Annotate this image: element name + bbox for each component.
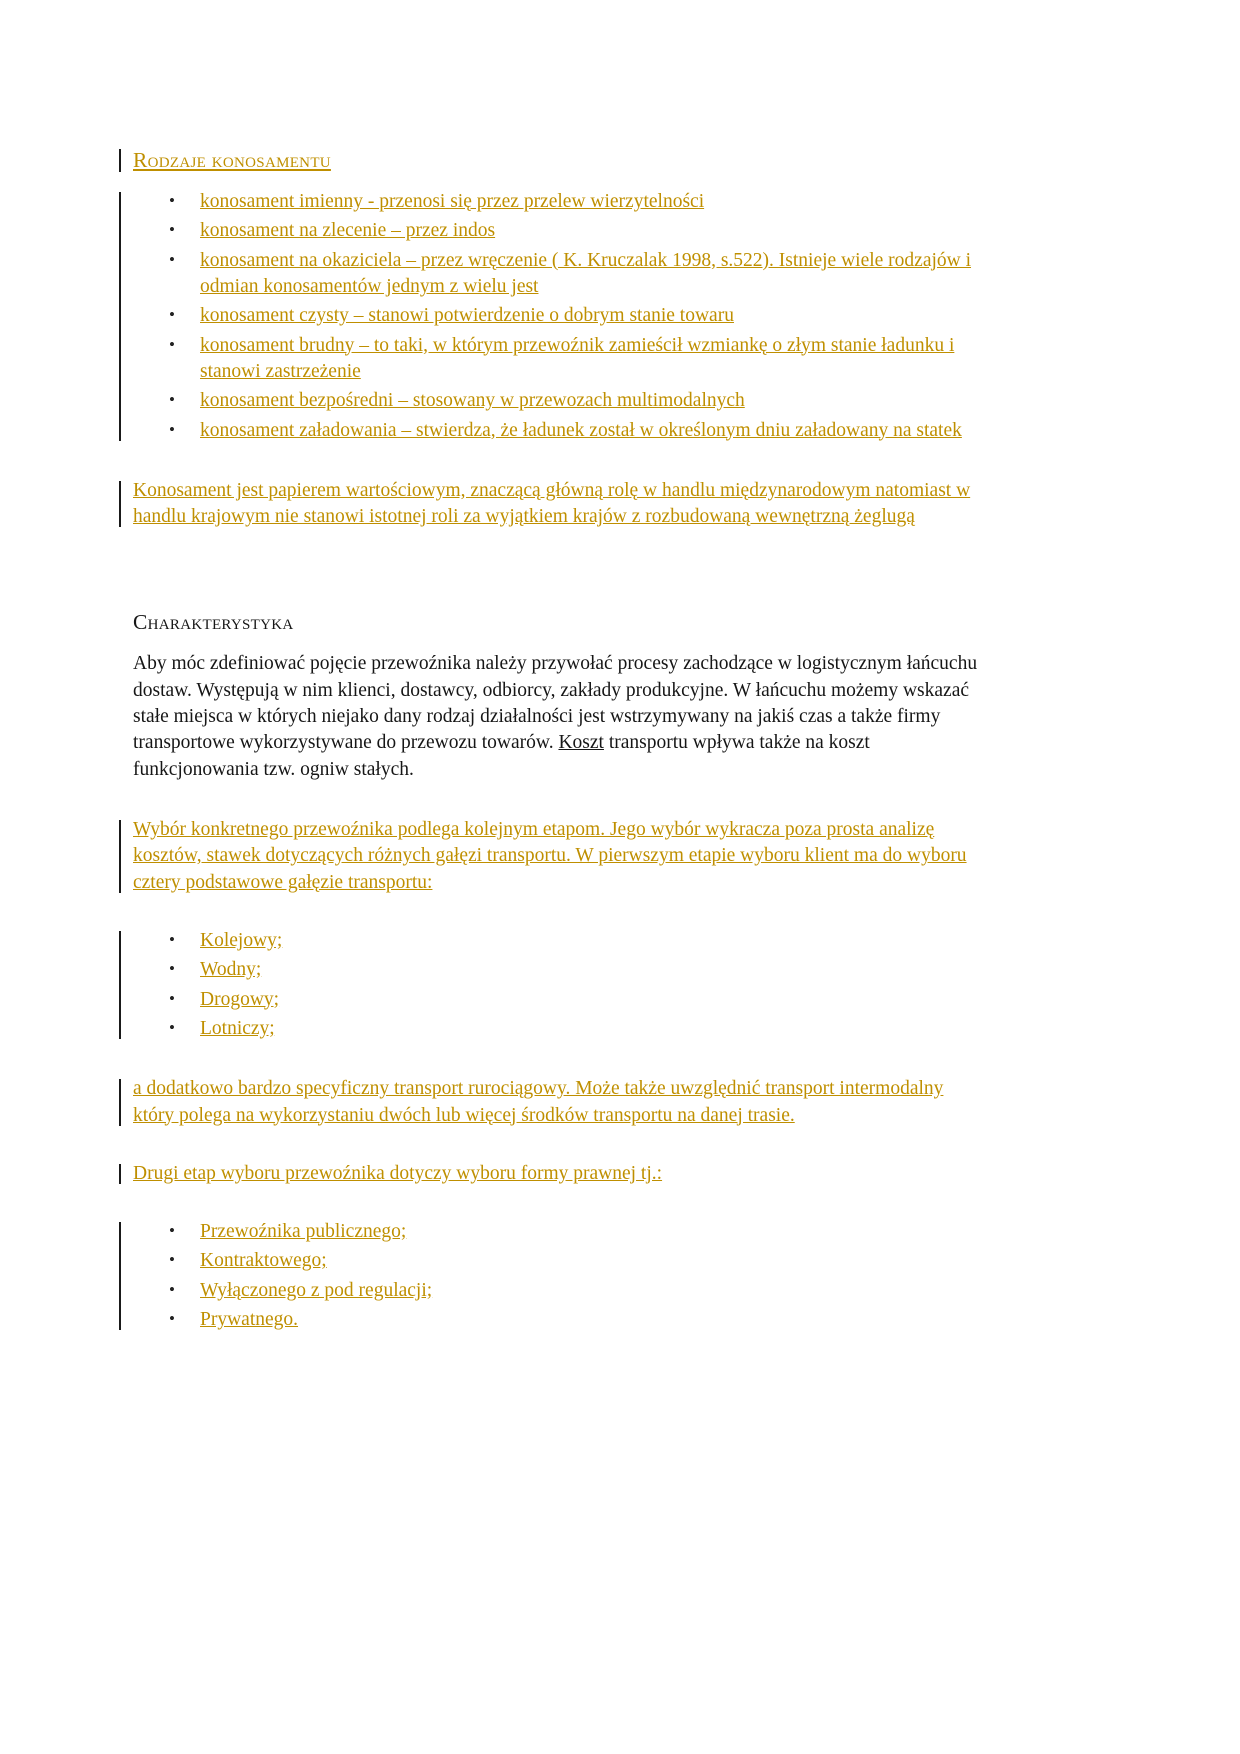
bullet-icon: • [169,305,175,325]
list-item-text: konosament imienny - przenosi się przez przelew wierzytelności [200,191,705,213]
list-item [169,1248,978,1274]
list-item-text: Wodny; [200,959,262,981]
list-item-text: konosament bezpośredni – stosowany w przewozach multimodalnych [200,390,745,412]
list-item [169,1016,978,1042]
bullet-icon: • [169,1017,175,1037]
list-item-text: Wyłączonego z pod regulacji; [200,1279,433,1301]
bullet-icon: • [169,249,175,269]
bullet-icon: • [169,929,175,949]
list-item [169,928,978,954]
list-item-text: konosament na okaziciela – przez wręczenie ( K. Kruczalak 1998, s.522). Istnieje wiele rodzajów i odmian konosamentów jednym z wielu jest [200,249,972,297]
list-item [169,987,978,1013]
list-item [169,388,978,414]
konosament-types-list [133,189,978,444]
bullet-icon: • [169,988,175,1008]
list-item [169,303,978,329]
bullet-icon: • [169,1279,175,1299]
document-page [133,0,978,1333]
list-item [169,957,978,983]
list-item [169,248,978,301]
intro-underlined-word: Koszt [558,732,604,754]
section-heading-charakterystyka: Charakterystyka [133,610,294,635]
transport-modes-list [133,928,978,1042]
bullet-icon: • [169,220,175,240]
list-item-text: Lotniczy; [200,1017,275,1039]
changed-block-heading-rodzaje [133,146,978,175]
paragraph-drugi-etap: Drugi etap wyboru przewoźnika dotyczy wyboru formy prawnej tj.: [133,1161,978,1187]
list-item-text: Prywatnego. [200,1309,299,1331]
list-item-text: konosament załadowania – stwierdza, że ładunek został w określonym dniu załadowany na statek [200,419,962,441]
list-item-text: konosament na zlecenie – przez indos [200,220,496,242]
list-item-text: Kontraktowego; [200,1250,327,1272]
bullet-icon: • [169,1250,175,1270]
intro-text-before: Aby móc zdefiniować pojęcie przewoźnika należy przywołać procesy zachodzące w logistycznym łańcuchu dostaw. Występują w nim klienci, dostawcy, odbiorcy, zakłady produkcyjne. W łańcuchu możemy wskazać stałe miejsca w których niejako dany rodzaj działalności jest wstrzymywany na jakiś czas a także firmy transportowe wykorzystywane do przewozu towarów. [133,653,978,754]
list-item-text: konosament brudny – to taki, w którym przewoźnik zamieścił wzmiankę o złym stanie ładunku i stanowi zastrzeżenie [200,334,955,382]
legal-forms-list [133,1219,978,1333]
list-item [169,418,978,444]
bullet-icon: • [169,1221,175,1241]
section-heading-rodzaje: Rodzaje konosamentu [133,148,331,172]
list-item [169,1219,978,1245]
list-item [169,1307,978,1333]
paragraph-charakterystyka-intro [133,651,978,783]
paragraph-transport-rurociagowy: a dodatkowo bardzo specyficzny transport rurociągowy. Może także uwzględnić transport intermodalny który polega na wykorzystaniu dwóch lub więcej środków transportu na danej trasie. [133,1076,978,1129]
bullet-icon: • [169,390,175,410]
paragraph-konosament-znaczenie: Konosament jest papierem wartościowym, znaczącą główną rolę w handlu międzynarodowym natomiast w handlu krajowym nie stanowi istotnej roli za wyjątkiem krajów z rozbudowaną wewnętrzną żeglugą [133,478,978,531]
bullet-icon: • [169,191,175,211]
list-item-text: Przewoźnika publicznego; [200,1221,407,1243]
paragraph-wybor-przewoznika: Wybór konkretnego przewoźnika podlega kolejnym etapom. Jego wybór wykracza poza prosta analizę kosztów, stawek dotyczących różnych gałęzi transportu. W pierwszym etapie wyboru klient ma do wyboru cztery podstawowe gałęzie transportu: [133,817,978,896]
list-item [169,189,978,215]
list-item [169,1278,978,1304]
bullet-icon: • [169,419,175,439]
list-item [169,333,978,386]
list-item-text: Drogowy; [200,988,280,1010]
bullet-icon: • [169,959,175,979]
list-item [169,218,978,244]
intro-text-after: transportu wpływa także na koszt funkcjonowania tzw. ogniw stałych. [133,732,870,780]
bullet-icon: • [169,1309,175,1329]
list-item-text: konosament czysty – stanowi potwierdzenie o dobrym stanie towaru [200,305,734,327]
bullet-icon: • [169,334,175,354]
list-item-text: Kolejowy; [200,929,283,951]
